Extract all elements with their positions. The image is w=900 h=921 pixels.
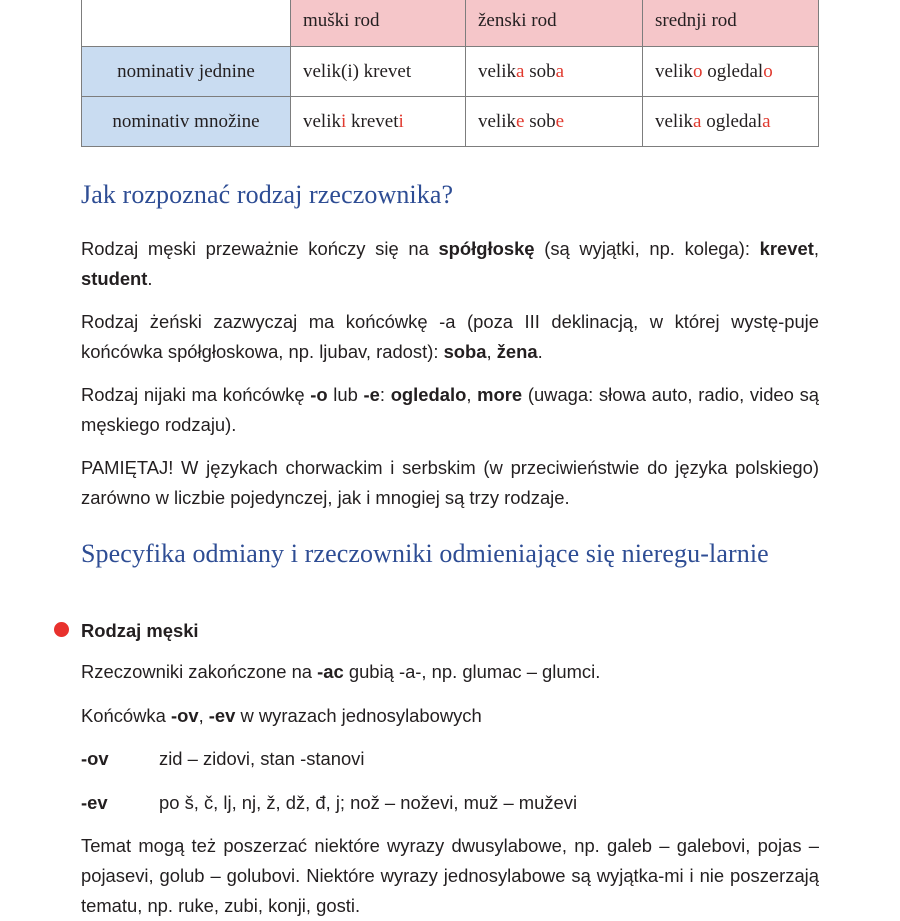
paragraph-neuter: [81, 380, 819, 440]
text: ,: [466, 384, 478, 405]
cell-text: velik(i) krevet: [303, 60, 412, 82]
cell-stem: velik: [478, 60, 516, 82]
cell-stem: krevet: [346, 110, 399, 132]
cell-stem: velik: [478, 110, 516, 132]
text: ,: [486, 341, 497, 362]
table-cell: [291, 47, 466, 97]
row-header-nominative-singular: nominativ jednine: [82, 47, 291, 97]
text: :: [379, 384, 391, 405]
bold-term: krevet: [759, 238, 814, 259]
suffix-row-ev: [81, 788, 577, 818]
bold-term: -o: [310, 384, 328, 405]
table-cell: [643, 47, 819, 97]
suffix-examples: po š, č, lj, nj, ž, dž, đ, j; nož – noževi, muž – muževi: [159, 792, 578, 813]
cell-ending: i: [398, 110, 404, 132]
suffix-row-ov: [81, 744, 364, 774]
text: Rzeczowniki zakończone na: [81, 661, 318, 682]
text: Rodzaj nijaki ma końcówkę: [81, 384, 311, 405]
cell-stem: ogledal: [701, 110, 763, 132]
cell-ending: i: [341, 110, 347, 132]
cell-ending: a: [762, 110, 771, 132]
bold-term: -ov: [170, 705, 199, 726]
paragraph-ac-rule: [81, 657, 819, 687]
paragraph-masculine: [81, 234, 819, 294]
suffix-key: -ev: [81, 792, 108, 813]
cell-stem: velik: [655, 110, 693, 132]
bold-term: -ac: [317, 661, 344, 682]
text: (są wyjątki, np. kolega):: [534, 238, 760, 259]
bold-term: spółgłoskę: [438, 238, 535, 259]
table-cell: [466, 97, 643, 147]
subheading-masculine: Rodzaj męski: [81, 620, 199, 641]
text: Rodzaj żeński zazwyczaj ma końcówkę -a (poza III deklinacją, w której wystę-puje końcówka spółgłoskowa, np. ljubav, radost):: [81, 311, 819, 362]
text: gubią -a-, np. glumac – glumci.: [343, 661, 601, 682]
table-cell: [291, 97, 466, 147]
bold-term: student: [81, 268, 148, 289]
cell-stem: velik: [655, 60, 693, 82]
bold-term: -ev: [208, 705, 236, 726]
text: (uwaga: słowa auto, radio, video są męskiego rodzaju).: [81, 384, 819, 435]
col-header-feminine: ženski rod: [466, 0, 643, 47]
bullet-dot-icon: [54, 622, 69, 637]
suffix-key: -ov: [81, 748, 109, 769]
text: w wyrazach jednosylabowych: [235, 705, 482, 726]
table-row: [82, 97, 819, 147]
section-heading-declension: Specyfika odmiany i rzeczowniki odmieniające się nieregu-larnie: [81, 539, 769, 568]
table-row: [82, 47, 819, 97]
table-cell: [643, 97, 819, 147]
cell-ending: a: [693, 110, 702, 132]
suffix-examples: zid – zidovi, stan -stanovi: [159, 748, 365, 769]
col-header-masculine: muški rod: [291, 0, 466, 47]
cell-stem: ogledal: [702, 60, 764, 82]
text: .: [537, 341, 543, 362]
table-corner-cell: [82, 0, 291, 47]
cell-ending: e: [555, 110, 565, 132]
bold-term: more: [477, 384, 523, 405]
paragraph-remember: PAMIĘTAJ! W językach chorwackim i serbskim (w przeciwieństwie do języka polskiego) zarówno w liczbie pojedynczej, jak i mnogiej są trzy rodzaje.: [81, 457, 819, 508]
cell-ending: a: [516, 60, 525, 82]
text: ,: [813, 238, 819, 259]
paragraph-ov-ev-rule: [81, 701, 819, 731]
text: lub: [327, 384, 364, 405]
cell-ending: o: [763, 60, 773, 82]
gender-endings-table: [81, 0, 819, 147]
bold-term: ogledalo: [390, 384, 467, 405]
paragraph-stem-extension: Temat mogą też poszerzać niektóre wyrazy dwusylabowe, np. galeb – galebovi, pojas – pojasevi, golub – golubovi. Niektóre wyrazy jednosylabowe są wyjątka-mi i nie poszerzają tematu, np. ruke, zubi, konji, gosti.: [81, 835, 819, 916]
section-heading-gender-recognition: Jak rozpoznać rodzaj rzeczownika?: [81, 180, 454, 209]
bold-term: soba: [443, 341, 487, 362]
col-header-neuter: srednji rod: [643, 0, 819, 47]
text: Rodzaj męski przeważnie kończy się na: [81, 238, 439, 259]
text: ,: [198, 705, 209, 726]
cell-stem: sob: [524, 60, 556, 82]
cell-ending: e: [516, 110, 525, 132]
cell-stem: velik: [303, 110, 341, 132]
bold-term: žena: [496, 341, 538, 362]
bold-term: -e: [363, 384, 380, 405]
table-cell: [466, 47, 643, 97]
cell-stem: sob: [524, 110, 556, 132]
row-header-nominative-plural: nominativ množine: [82, 97, 291, 147]
table-header-row: [82, 0, 819, 47]
cell-ending: a: [555, 60, 565, 82]
text: .: [147, 268, 153, 289]
paragraph-feminine: [81, 307, 819, 367]
text: Końcówka: [81, 705, 171, 726]
cell-ending: o: [693, 60, 703, 82]
